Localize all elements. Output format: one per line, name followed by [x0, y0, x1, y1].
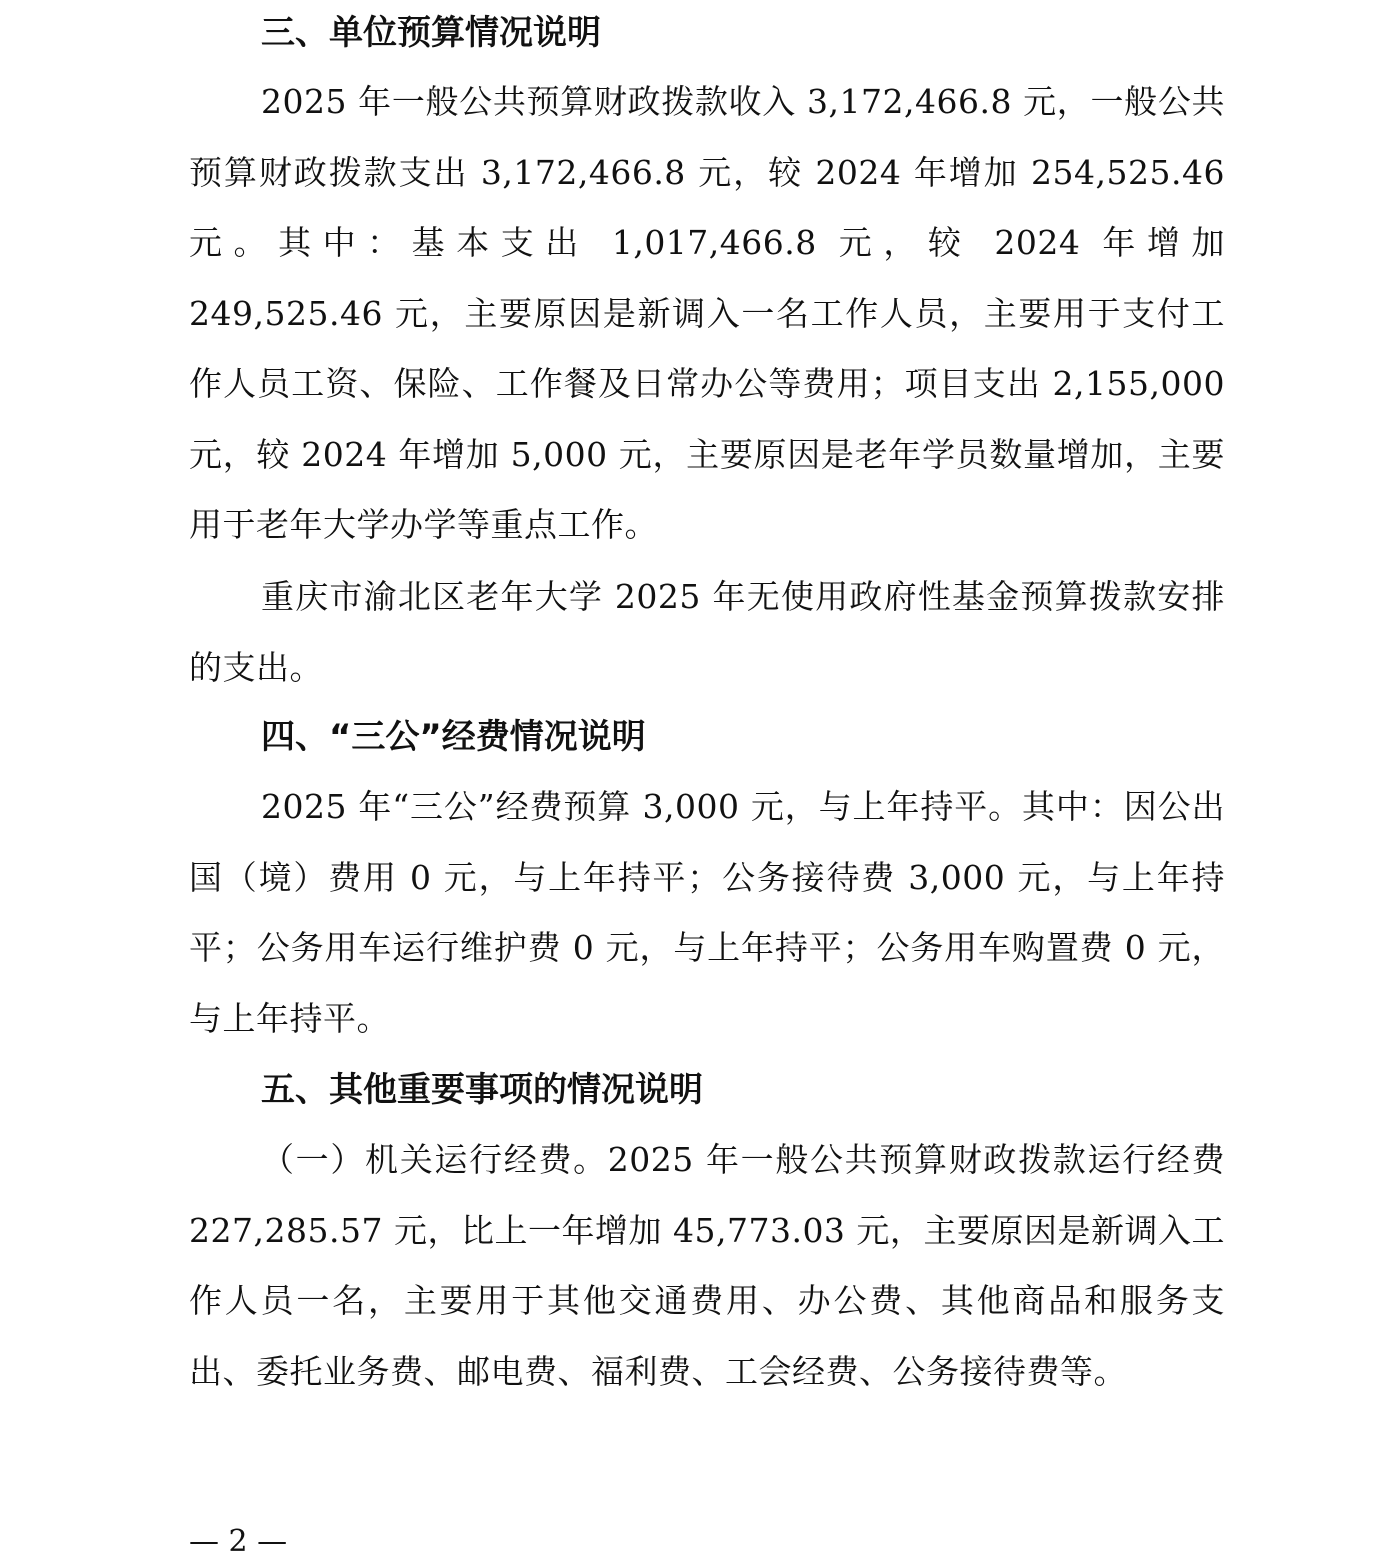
page-number: — 2 —: [189, 1524, 288, 1559]
paragraph-government-fund: 重庆市渝北区老年大学 2025 年无使用政府性基金预算拨款安排的支出。: [189, 577, 1225, 687]
section-heading-three-public: 四、“三公”经费情况说明: [261, 717, 646, 757]
section-heading-budget: 三、单位预算情况说明: [261, 13, 601, 53]
paragraph-operating-expenses: （一）机关运行经费。2025 年一般公共预算财政拨款运行经费 227,285.57 元，比上一年增加 45,773.03 元，主要原因是新调入工作人员一名，主要用于其他交通费用、办公费、其他商品和服务支出、委托业务费、邮电费、福利费、工会经费、公务接待费等。: [189, 1140, 1225, 1391]
paragraph-budget-income: 2025 年一般公共预算财政拨款收入 3,172,466.8 元，一般公共预算财政拨款支出 3,172,466.8 元，较 2024 年增加 254,525.46 元。其中：基本支出 1,017,466.8 元，较 2024 年增加 249,525.46 元，主要原因是新调入一名工作人员，主要用于支付工作人员工资、保险、工作餐及日常办公等费用；项目支出 2,155,000 元，较 2024 年增加 5,000 元，主要原因是老年学员数量增加，主要用于老年大学办学等重点工作。: [189, 82, 1225, 544]
paragraph-three-public-expenses: 2025 年“三公”经费预算 3,000 元，与上年持平。其中：因公出国（境）费用 0 元，与上年持平；公务接待费 3,000 元，与上年持平；公务用车运行维护费 0 元，与上年持平；公务用车购置费 0 元，与上年持平。: [189, 787, 1225, 1038]
section-heading-other-matters: 五、其他重要事项的情况说明: [261, 1070, 703, 1110]
